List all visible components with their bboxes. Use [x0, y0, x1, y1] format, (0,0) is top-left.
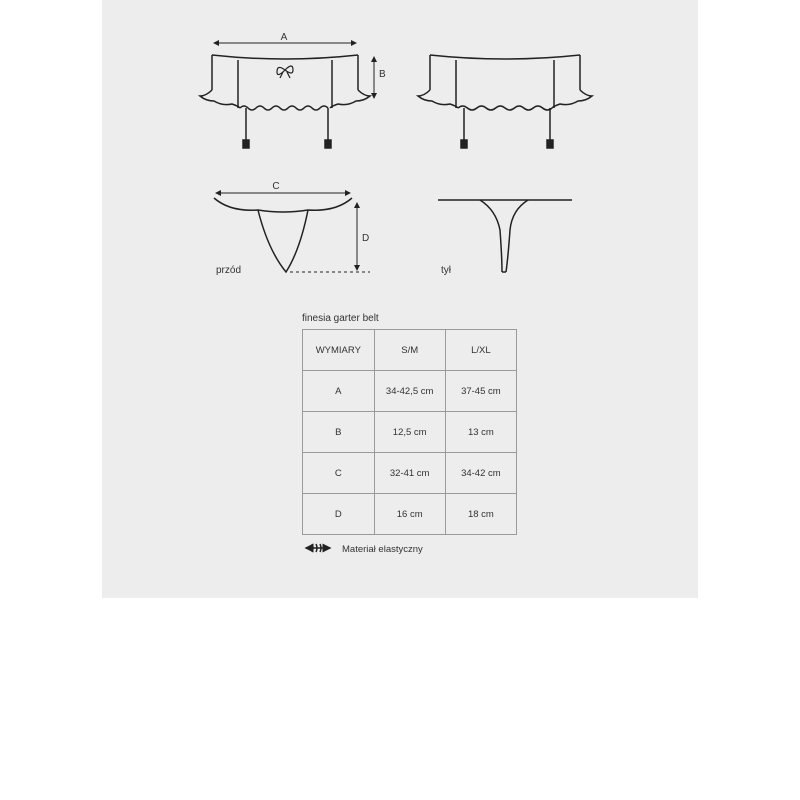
table-header-row — [303, 330, 517, 371]
sm-value-cell: 12,5 cm — [374, 412, 445, 453]
table-title: finesia garter belt — [302, 313, 379, 324]
lxl-value-cell: 37-45 cm — [445, 371, 516, 412]
row-label-cell: D — [303, 494, 375, 535]
dimension-d-label: D — [362, 233, 370, 244]
garter-belt-back-illustration — [418, 55, 592, 148]
dimension-d-arrow — [290, 203, 370, 272]
header-cell-dimensions: WYMIARY — [303, 330, 375, 371]
table-row — [303, 371, 517, 412]
size-table — [302, 329, 517, 535]
front-view-label: przód — [216, 265, 242, 276]
back-view-label: tył — [441, 265, 451, 276]
dimension-b-label: B — [379, 69, 386, 80]
sm-value-cell: 32-41 cm — [374, 453, 445, 494]
thong-front-illustration — [214, 198, 352, 272]
sm-value-cell: 34-42,5 cm — [374, 371, 445, 412]
table-row — [303, 412, 517, 453]
dimension-a-label: A — [280, 32, 288, 43]
table-row — [303, 453, 517, 494]
row-label-cell: B — [303, 412, 375, 453]
legend-text: Materiał elastyczny — [342, 543, 423, 555]
lxl-value-cell: 34-42 cm — [445, 453, 516, 494]
header-cell-lxl: L/XL — [445, 330, 516, 371]
legend — [302, 542, 423, 556]
dimension-c-label: C — [272, 181, 280, 192]
lxl-value-cell: 13 cm — [445, 412, 516, 453]
thong-back-illustration — [438, 200, 572, 272]
table-row — [303, 494, 517, 535]
lxl-value-cell: 18 cm — [445, 494, 516, 535]
row-label-cell: A — [303, 371, 375, 412]
row-label-cell: C — [303, 453, 375, 494]
header-cell-sm: S/M — [374, 330, 445, 371]
garter-belt-front-illustration — [200, 55, 370, 148]
sm-value-cell: 16 cm — [374, 494, 445, 535]
